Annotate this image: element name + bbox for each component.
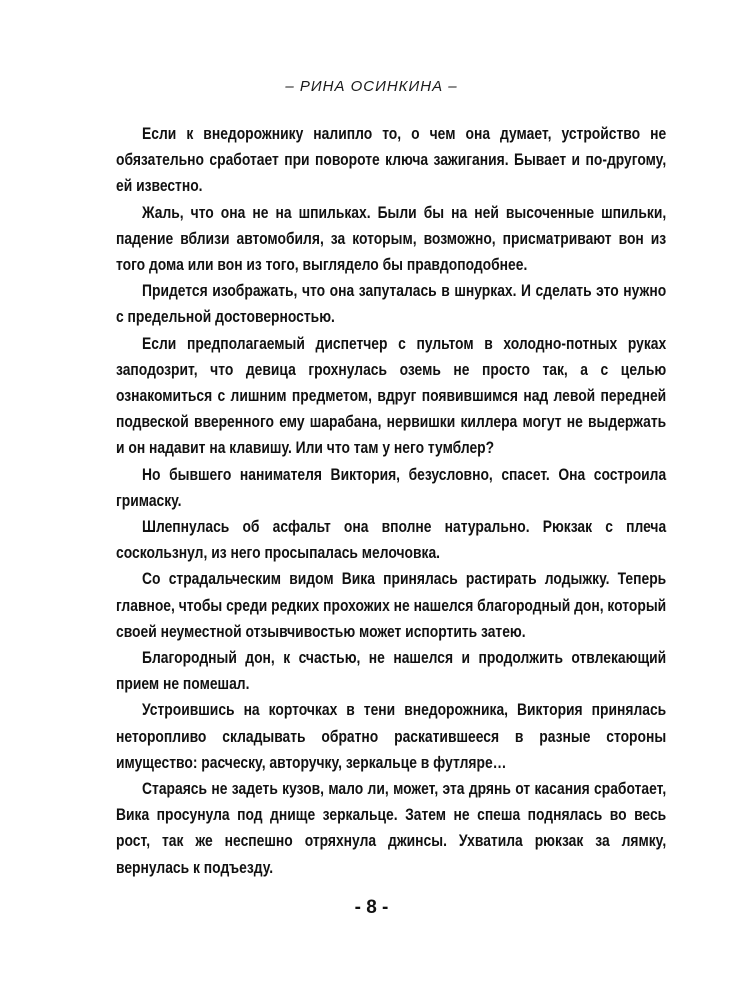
paragraph: Жаль, что она не на шпильках. Были бы на ней высоченные шпильки, падение вблизи автомобиля, за которым, возможно, присматривают вон из того дома или вон из того, выглядело бы правдоподобнее. — [116, 203, 667, 275]
paragraph: Если предполагаемый диспетчер с пультом в холодно-потных руках заподозрит, что девица грохнулась оземь не просто так, а с целью ознакомиться с лишним предметом, вдруг появившимся над левой передней подвеской вверенного ему шарабана, нервишки киллера могут не выдержать и он надавит на клавишу. Или что там у него тумблер? — [116, 334, 667, 458]
paragraph: Устроившись на корточках в тени внедорожника, Виктория принялась неторопливо складывать обратно раскатившееся в разные стороны имущество: расческу, авторучку, зеркальце в футляре… — [116, 701, 667, 772]
paragraph: Стараясь не задеть кузов, мало ли, может, эта дрянь от касания сработает, Вика просунула под днище зеркальце. Затем не спеша поднялась во весь рост, так же неспешно отряхнула джинсы. Ухватила рюкзак за лямку, вернулась к подъезду. — [116, 780, 667, 877]
paragraph: Но бывшего нанимателя Виктория, безусловно, спасет. Она состроила гримаску. — [116, 465, 667, 510]
paragraph: Со страдальческим видом Вика принялась растирать лодыжку. Теперь главное, чтобы среди редких прохожих не нашелся благородный дон, который своей неуместной отзывчивостью может испортить затею. — [116, 570, 667, 641]
paragraph: Благородный дон, к счастью, не нашелся и продолжить отвлекающий прием не помешал. — [116, 649, 667, 694]
page-number: - 8 - — [354, 897, 389, 918]
paragraph: Шлепнулась об асфальт она вполне натурально. Рюкзак с плеча соскользнул, из него просыпалась мелочовка. — [116, 518, 667, 563]
body-text — [116, 121, 666, 881]
running-header: – РИНА ОСИНКИНА – — [285, 78, 458, 95]
paragraph: Придется изображать, что она запуталась в шнурках. И сделать это нужно с предельной достоверностью. — [116, 282, 667, 327]
paragraph: Если к внедорожнику налипло то, о чем она думает, устройство не обязательно сработает при повороте ключа зажигания. Бывает и по-другому, ей известно. — [116, 125, 667, 196]
